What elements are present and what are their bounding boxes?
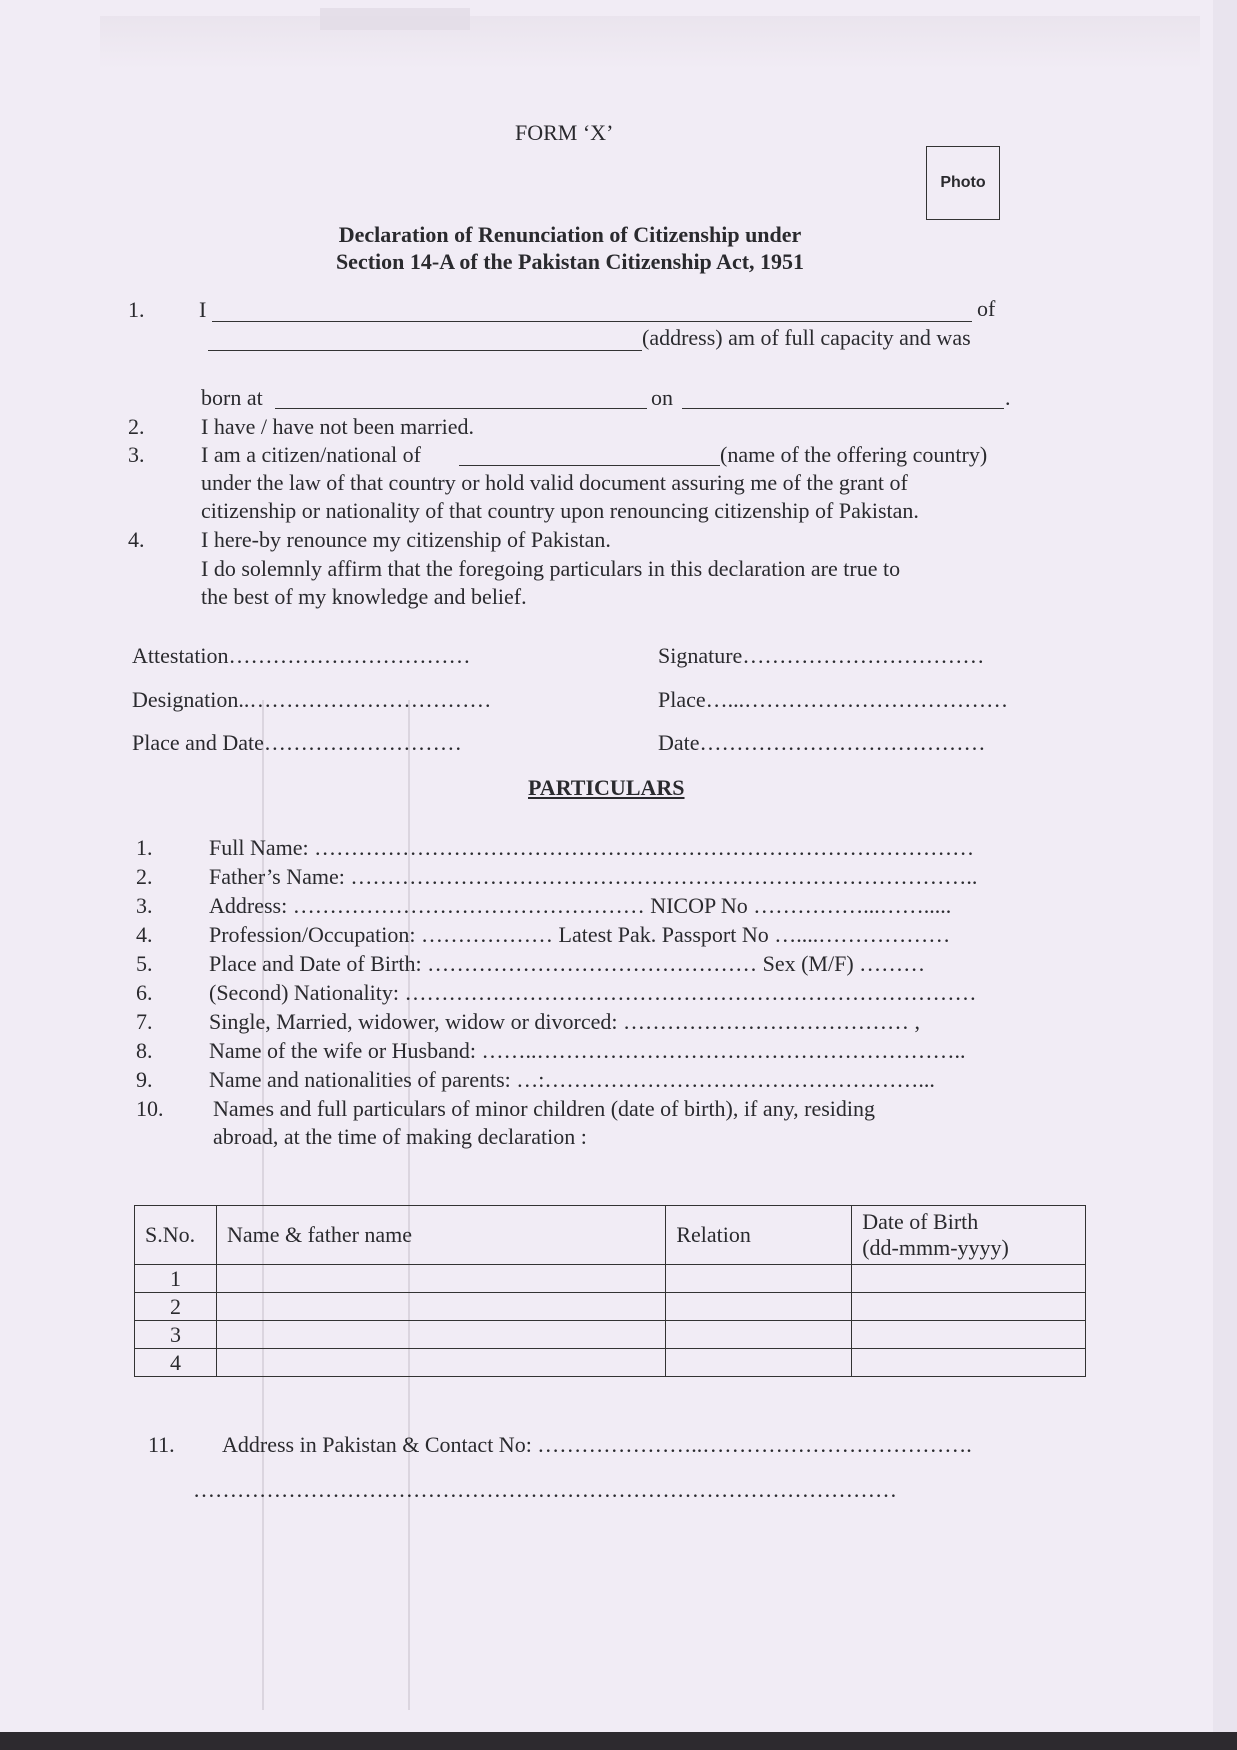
- minor-children-label-line-2: abroad, at the time of making declaration :: [213, 1124, 587, 1149]
- item-number-2: 2.: [128, 414, 145, 439]
- dob-cell[interactable]: [852, 1321, 1086, 1349]
- photo-box: [926, 146, 1000, 220]
- minor-children-table: [134, 1205, 1086, 1377]
- dob-cell[interactable]: [852, 1349, 1086, 1377]
- signature-field[interactable]: Signature……………………………: [658, 643, 985, 668]
- pakistan-address-field[interactable]: Address in Pakistan & Contact No: …………………..……………………………….: [222, 1432, 972, 1457]
- full-name-field[interactable]: Full Name: ………………………………………………………………………………: [209, 835, 975, 860]
- form-title: FORM ‘X’: [515, 120, 614, 145]
- photo-label: Photo: [940, 174, 986, 191]
- heading-line-2: Section 14-A of the Pakistan Citizenship Act, 1951: [335, 249, 805, 274]
- scan-shadow: [320, 8, 470, 30]
- particular-number: 5.: [136, 951, 153, 976]
- item-number-11: 11.: [148, 1432, 175, 1457]
- item-number-4: 4.: [128, 527, 145, 552]
- address-nicop-field[interactable]: Address: ………………………………………… NICOP No ……………...…….....: [209, 893, 952, 918]
- particular-number: 7.: [136, 1009, 153, 1034]
- place-date-field[interactable]: Place and Date………………………: [132, 730, 462, 755]
- particulars-heading: PARTICULARS: [528, 775, 685, 800]
- table-header-row: [135, 1206, 1086, 1265]
- dob-header-line-1: Date of Birth: [862, 1209, 979, 1234]
- law-statement: under the law of that country or hold valid document assuring me of the grant of: [201, 470, 908, 495]
- marriage-statement: I have / have not been married.: [201, 414, 475, 439]
- heading-line-1: Declaration of Renunciation of Citizenship under: [338, 222, 802, 247]
- child-name-cell[interactable]: [216, 1349, 665, 1377]
- particular-number: 10.: [136, 1096, 164, 1121]
- relation-cell[interactable]: [666, 1265, 852, 1293]
- table-row: [135, 1349, 1086, 1377]
- attestation-field[interactable]: Attestation……………………………: [132, 643, 471, 668]
- item-number-3: 3.: [128, 442, 145, 467]
- particular-number: 1.: [136, 835, 153, 860]
- particular-number: 8.: [136, 1038, 153, 1063]
- particular-number: 3.: [136, 893, 153, 918]
- born-at-label: born at: [201, 385, 263, 410]
- scan-shadow: [100, 16, 1200, 70]
- dob-cell[interactable]: [852, 1293, 1086, 1321]
- period: .: [1005, 385, 1011, 410]
- spouse-name-field[interactable]: Name of the wife or Husband: ……..…………………………………………………..: [209, 1038, 966, 1063]
- scan-edge: [1213, 0, 1237, 1750]
- relation-cell[interactable]: [666, 1293, 852, 1321]
- child-name-cell[interactable]: [216, 1293, 665, 1321]
- father-name-field[interactable]: Father’s Name: …………………………………………………………………………..: [209, 864, 978, 889]
- table-row: [135, 1265, 1086, 1293]
- second-nationality-field[interactable]: (Second) Nationality: ……………………………………………………………………: [209, 980, 977, 1005]
- country-note: (name of the offering country): [720, 442, 988, 467]
- table-row: [135, 1321, 1086, 1349]
- birth-place-field[interactable]: [275, 408, 647, 409]
- of-label: of: [977, 296, 996, 321]
- row-number: 4: [135, 1349, 217, 1377]
- table-row: [135, 1293, 1086, 1321]
- relation-cell[interactable]: [666, 1321, 852, 1349]
- sno-header: S.No.: [135, 1206, 217, 1265]
- affirmation-line-2: the best of my knowledge and belief.: [201, 584, 527, 609]
- item-number-1: 1.: [128, 297, 145, 322]
- child-name-cell[interactable]: [216, 1321, 665, 1349]
- marital-status-field[interactable]: Single, Married, widower, widow or divorced: ………………………………… ,: [209, 1009, 920, 1034]
- dob-cell[interactable]: [852, 1265, 1086, 1293]
- birth-sex-field[interactable]: Place and Date of Birth: ……………………………………… Sex (M/F) ………: [209, 951, 926, 976]
- address-label: (address) am of full capacity and was: [642, 325, 971, 350]
- particular-number: 4.: [136, 922, 153, 947]
- particular-number: 2.: [136, 864, 153, 889]
- declarant-name-field[interactable]: [212, 321, 972, 322]
- address-field[interactable]: [208, 350, 642, 351]
- renunciation-statement: I here-by renounce my citizenship of Pakistan.: [201, 527, 611, 552]
- birth-date-field[interactable]: [682, 408, 1004, 409]
- name-header: Name & father name: [216, 1206, 665, 1265]
- row-number: 2: [135, 1293, 217, 1321]
- country-field[interactable]: [459, 465, 720, 466]
- designation-field[interactable]: Designation..……………………………: [132, 687, 492, 712]
- relation-header: Relation: [666, 1206, 852, 1265]
- citizenship-statement: citizenship or nationality of that country upon renouncing citizenship of Pakistan.: [201, 498, 919, 523]
- on-label: on: [651, 385, 673, 410]
- child-name-cell[interactable]: [216, 1265, 665, 1293]
- row-number: 3: [135, 1321, 217, 1349]
- profession-passport-field[interactable]: Profession/Occupation: ……………… Latest Pak. Passport No …....………………: [209, 922, 951, 947]
- particular-number: 9.: [136, 1067, 153, 1092]
- pakistan-address-continuation[interactable]: ……………………………………………………………………………………: [193, 1477, 897, 1502]
- citizenship-label: I am a citizen/national of: [201, 442, 421, 467]
- affirmation-line-1: I do solemnly affirm that the foregoing particulars in this declaration are true to: [201, 556, 901, 581]
- dob-header: [852, 1206, 1086, 1265]
- relation-cell[interactable]: [666, 1349, 852, 1377]
- place-field[interactable]: Place…...………………………………: [658, 687, 1009, 712]
- minor-children-label: Names and full particulars of minor children (date of birth), if any, residing: [213, 1096, 876, 1121]
- declarant-prefix: I: [199, 297, 207, 322]
- date-field[interactable]: Date…………………………………: [658, 730, 986, 755]
- dob-header-line-2: (dd-mmm-yyyy): [862, 1235, 1009, 1260]
- parents-nationality-field[interactable]: Name and nationalities of parents: …:……………………………………………...: [209, 1067, 935, 1092]
- row-number: 1: [135, 1265, 217, 1293]
- particular-number: 6.: [136, 980, 153, 1005]
- scan-edge: [0, 1732, 1237, 1750]
